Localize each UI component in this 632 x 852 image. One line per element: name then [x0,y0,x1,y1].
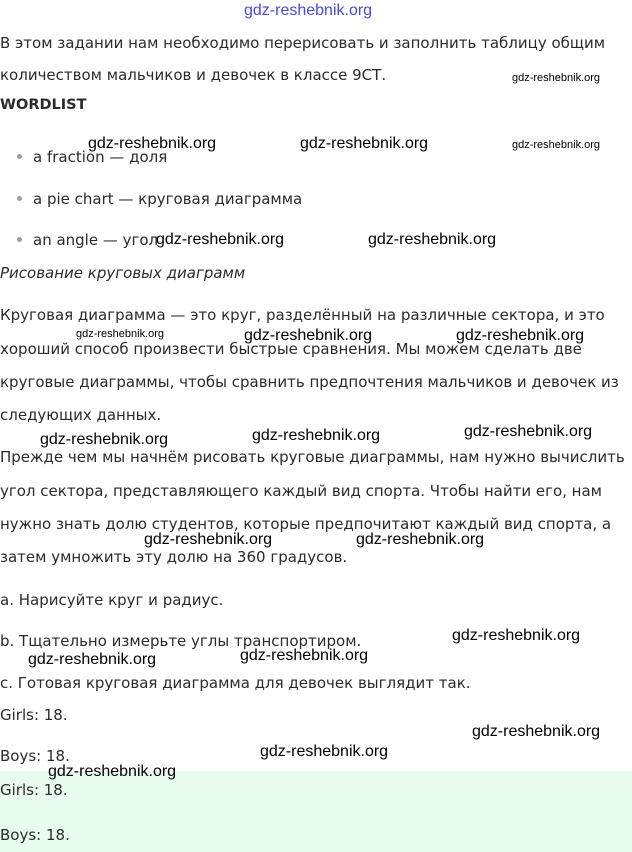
watermark: gdz-reshebnik.org [156,231,285,248]
girls-total: Girls: 18. [0,706,68,724]
watermark: gdz-reshebnik.org [300,135,429,152]
watermark: gdz-reshebnik.org [252,427,381,444]
para1-line: хороший способ произвести быстрые сравнения. Мы можем сделать две [0,340,582,358]
para2-line: Прежде чем мы начнём рисовать круговые диаграммы, нам нужно вычислить [0,448,625,466]
bullet-icon [17,237,22,242]
watermark: gdz-reshebnik.org [456,327,585,344]
watermark: gdz-reshebnik.org [356,531,485,548]
answer-boys: Boys: 18. [0,826,70,844]
step-b: b. Тщательно измерьте углы транспортиром. [0,632,362,650]
bullet-icon [17,154,22,159]
wordlist-heading: WORDLIST [0,97,87,113]
wordlist-item [17,190,302,208]
watermark: gdz-reshebnik.org [48,763,177,780]
section-title: Рисование круговых диаграмм [0,264,246,282]
watermark: gdz-reshebnik.org [368,231,497,248]
wordlist-item [17,231,158,249]
watermark: gdz-reshebnik.org [464,423,593,440]
step-c: c. Готовая круговая диаграмма для девочек выглядит так. [0,674,471,692]
wordlist-item-text: a fraction — доля [33,148,168,166]
para2-line: угол сектора, представляющего каждый вид спорта. Чтобы найти его, нам [0,482,602,500]
intro-line-2: количеством мальчиков и девочек в классе 9СТ. [0,66,387,84]
watermark: gdz-reshebnik.org [144,531,273,548]
para2-line: затем умножить эту долю на 360 градусов. [0,548,348,566]
watermark: gdz-reshebnik.org [40,431,169,448]
watermark: gdz-reshebnik.org [28,651,157,668]
para2-line: нужно знать долю студентов, которые предпочитают каждый вид спорта, а [0,515,612,533]
watermark: gdz-reshebnik.org [88,135,217,152]
para1-line: круговые диаграммы, чтобы сравнить предпочтения мальчиков и девочек из [0,373,619,391]
watermark: gdz-reshebnik.org [452,627,581,644]
watermark: gdz-reshebnik.org [76,328,165,340]
para1-line: следующих данных. [0,406,162,424]
answer-girls: Girls: 18. [0,781,68,799]
watermark: gdz-reshebnik.org [244,327,373,344]
para1-line: Круговая диаграмма — это круг, разделённый на различные сектора, и это [0,306,605,324]
step-a: a. Нарисуйте круг и радиус. [0,591,224,609]
answer-panel [0,771,632,852]
watermark: gdz-reshebnik.org [472,723,601,740]
watermark: gdz-reshebnik.org [240,647,369,664]
watermark: gdz-reshebnik.org [512,72,601,84]
wordlist-item-text: a pie chart — круговая диаграмма [33,190,303,208]
watermark-top: gdz-reshebnik.org [244,2,373,19]
boys-total: Boys: 18. [0,747,70,765]
watermark: gdz-reshebnik.org [512,139,601,151]
watermark: gdz-reshebnik.org [260,743,389,760]
bullet-icon [17,196,22,201]
wordlist-item-text: an angle — угол [33,231,159,249]
intro-line-1: В этом задании нам необходимо перерисовать и заполнить таблицу общим [0,34,606,52]
